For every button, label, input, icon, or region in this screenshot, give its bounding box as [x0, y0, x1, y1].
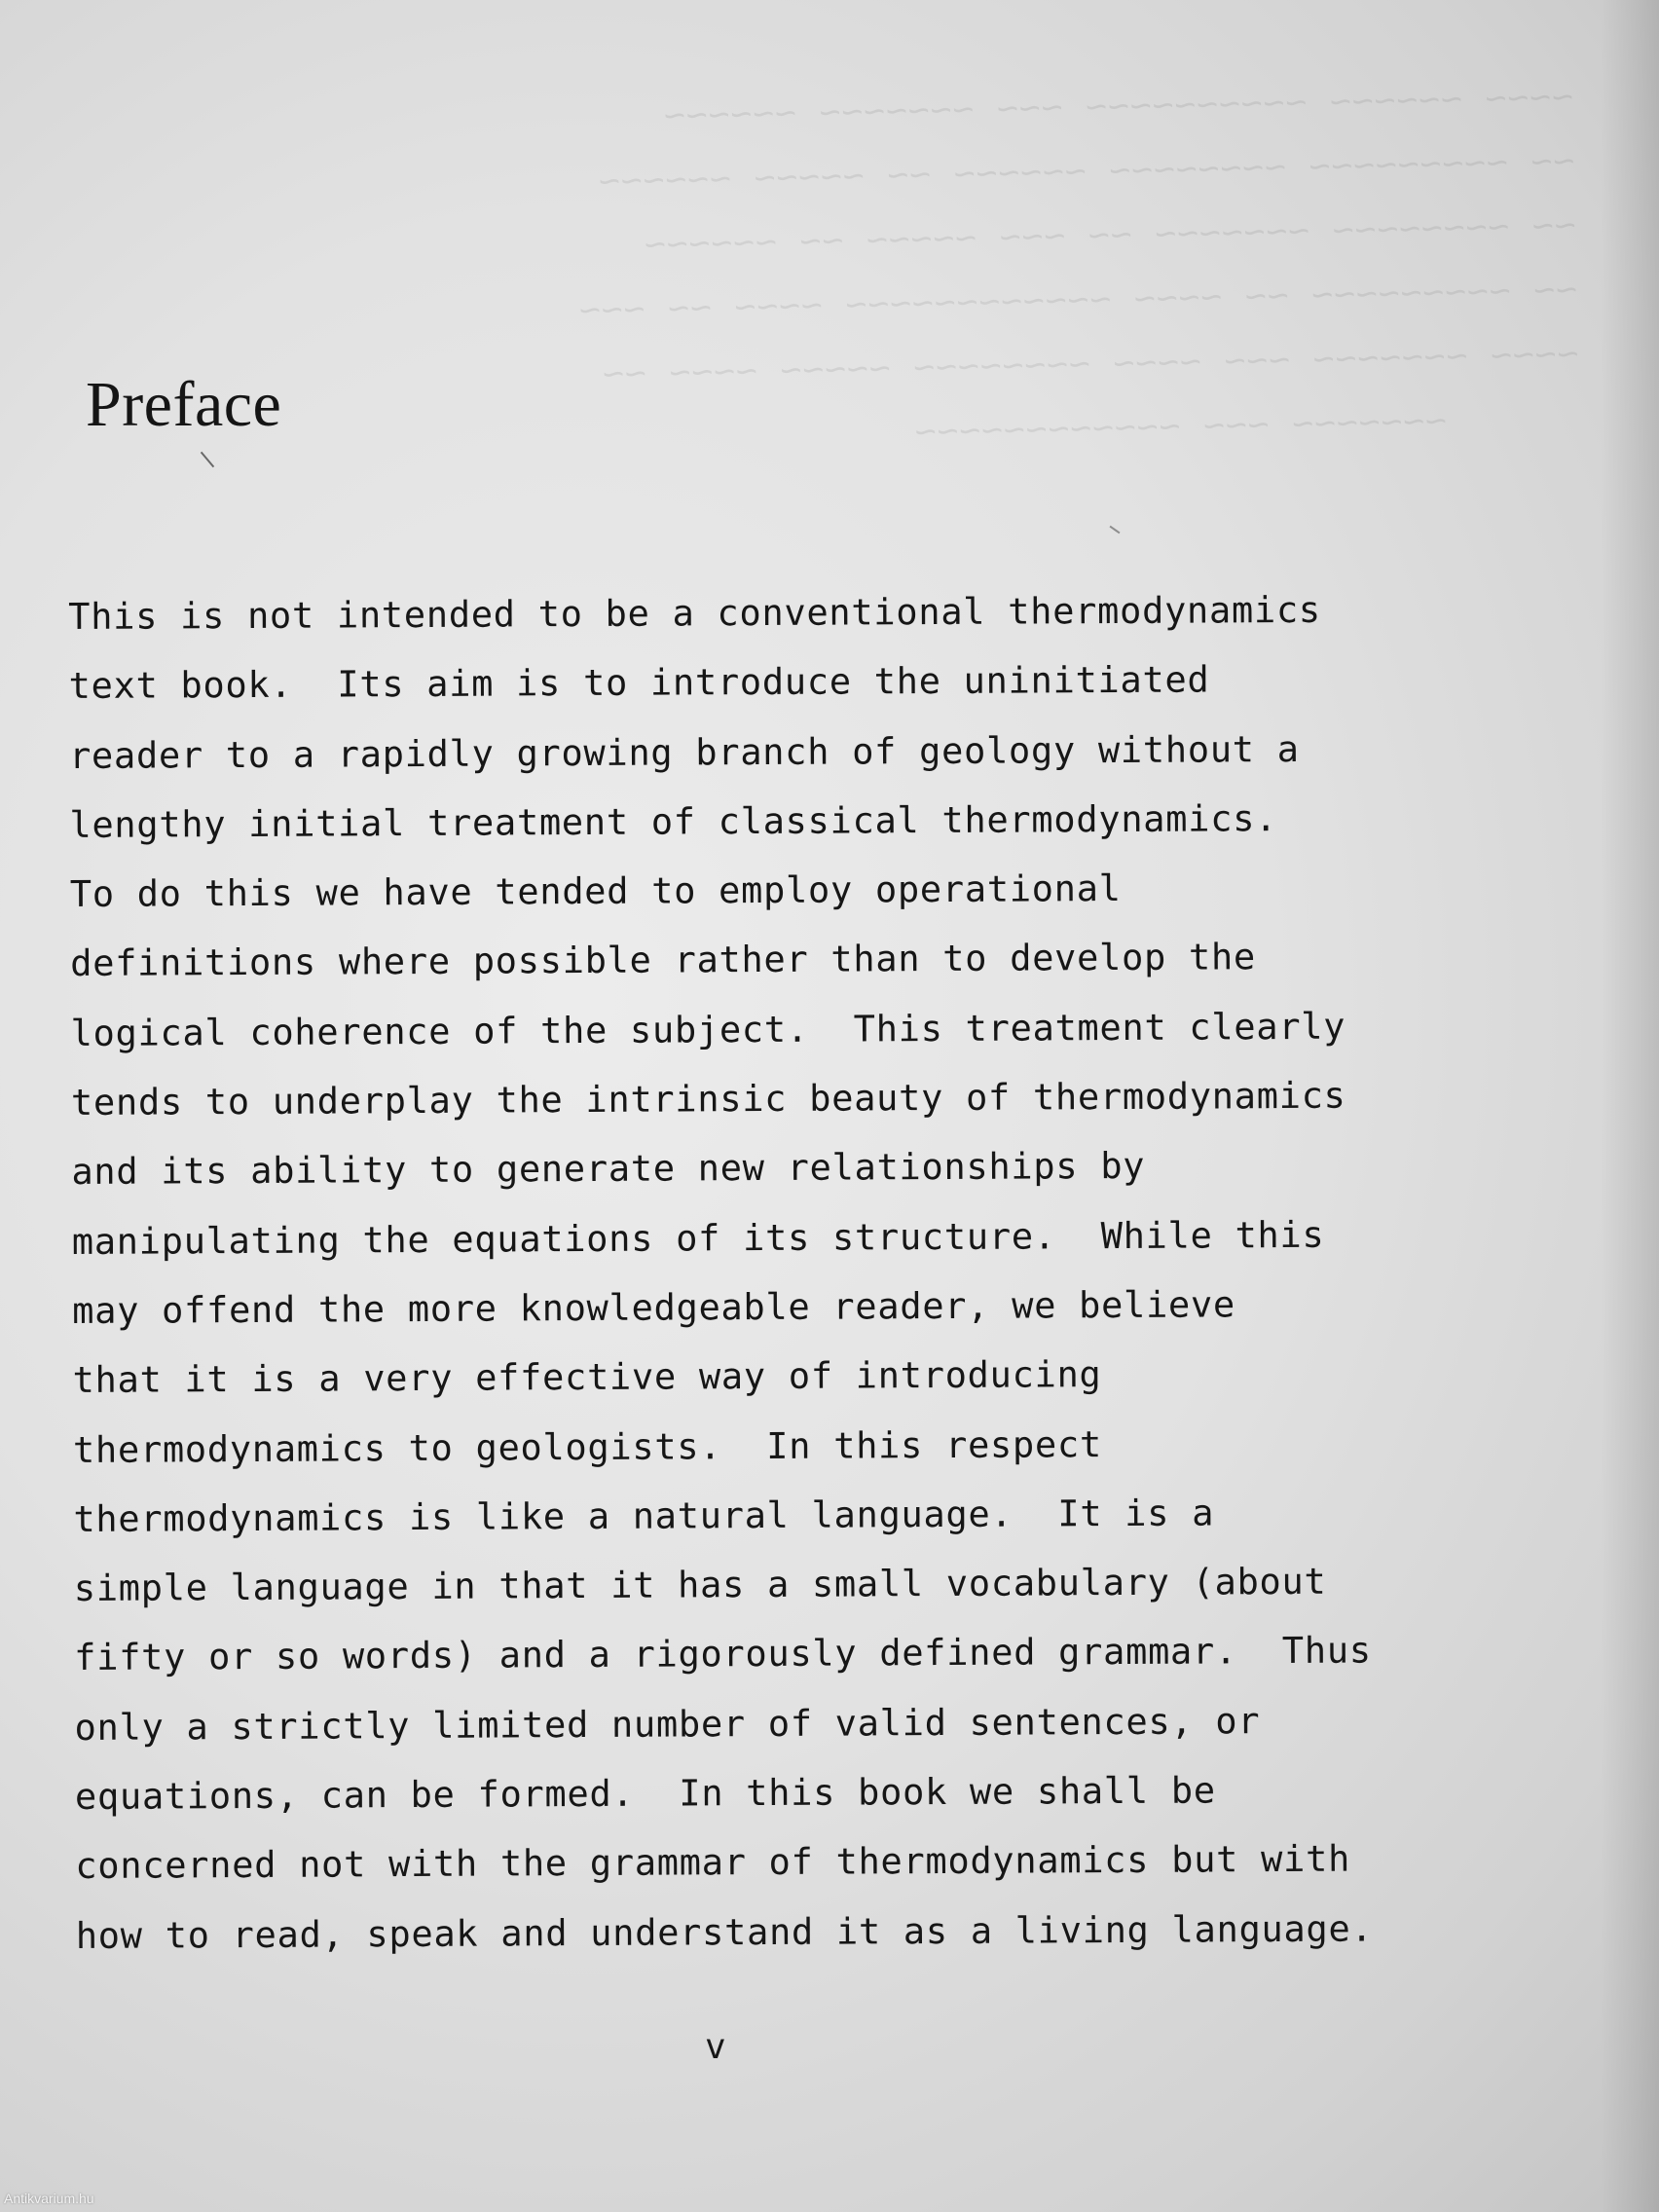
page-title: Preface: [86, 369, 282, 440]
text-line: and its ability to generate new relationships by: [71, 1145, 1146, 1194]
preface-body: [68, 574, 1458, 1971]
page-number: v: [705, 2027, 726, 2067]
text-line: thermodynamics to geologists. In this respect: [72, 1422, 1102, 1471]
pencil-mark: [201, 452, 214, 468]
text-line: simple language in that it has a small vocabulary (about: [73, 1560, 1327, 1610]
text-line: concerned not with the grammar of thermodynamics but with: [75, 1838, 1351, 1888]
text-line: text book. Its aim is to introduce the uninitiated: [68, 658, 1210, 708]
text-line: equations, can be formed. In this book we shall be: [74, 1769, 1216, 1819]
pencil-mark: [1110, 526, 1121, 535]
text-line: logical coherence of the subject. This treatment clearly: [70, 1005, 1346, 1054]
text-line: tends to underplay the intrinsic beauty of thermodynamics: [70, 1074, 1346, 1124]
watermark: Antikvarium.hu: [4, 2191, 94, 2206]
text-line: may offend the more knowledgeable reader, we believe: [72, 1283, 1236, 1332]
text-line: lengthy initial treatment of classical thermodynamics.: [69, 796, 1278, 846]
show-through-text-image: ~~~~ ~~~~~~ ~~~~~~~~~~ ~~~ ~~~~~~~ ~~~~~~ ~~ ~~~~~~~~~ ~~~~~~~~ ~~~~~~ ~~ ~~~~~ ~~~~~~ ~~ ~~~~~~~~ ~~~~~~~ ~~ ~~~ ~~~~~ ~~ ~~~~~~ ~~ ~~~~~~~~~ ~~ ~~~~ ~~~~~~~~~~~~ ~~~~ ~~ ~~~ ~~~~ ~~~~~~~ ~~~ ~~~~ ~~~~~~~~ ~~~~~ ~~~~ ~~ ~~~~~~~ ~~~ ~~~~~~~~~~~~: [578, 15, 1583, 510]
text-line: fifty or so words) and a rigorously defined grammar. Thus: [74, 1629, 1372, 1679]
text-line: manipulating the equations of its structure. While this: [71, 1213, 1325, 1263]
text-line: thermodynamics is like a natural language. It is a: [73, 1492, 1215, 1540]
text-line: This is not intended to be a conventional thermodynamics: [68, 588, 1321, 638]
text-line: To do this we have tended to employ operational: [69, 867, 1122, 916]
text-line: how to read, speak and understand it as a living language.: [75, 1907, 1374, 1957]
text-line: only a strictly limited number of valid sentences, or: [74, 1699, 1261, 1749]
text-line: reader to a rapidly growing branch of geology without a: [68, 727, 1300, 777]
text-line: that it is a very effective way of introducing: [72, 1353, 1102, 1402]
text-line: definitions where possible rather than to develop the: [70, 936, 1257, 985]
